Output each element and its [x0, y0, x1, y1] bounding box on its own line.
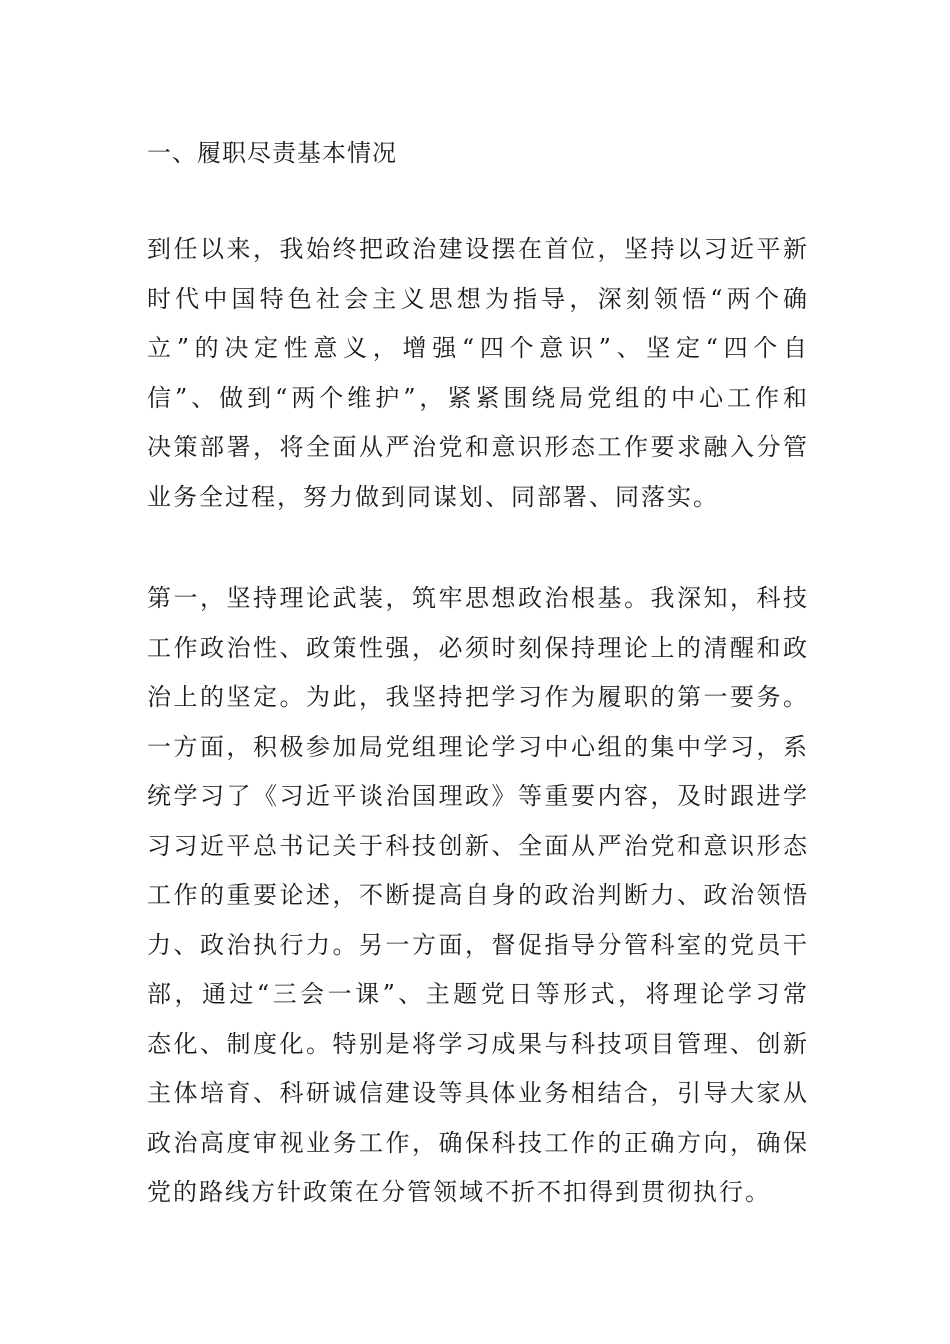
paragraph-line: 政治高度审视业务工作，确保科技工作的正确方向，确保 — [147, 1128, 807, 1157]
paragraph-line: 部，通过“三会一课”、主题党日等形式，将理论学习常 — [147, 980, 807, 1008]
paragraph-line: 治上的坚定。为此，我坚持把学习作为履职的第一要务。 — [147, 683, 807, 711]
paragraph-line: 主体培育、科研诚信建设等具体业务相结合，引导大家从 — [147, 1079, 807, 1107]
paragraph-line: 立”的决定性意义，增强“四个意识”、坚定“四个自 — [147, 334, 807, 362]
paragraph-theory — [147, 574, 807, 1218]
paragraph-line: 第一，坚持理论武装，筑牢思想政治根基。我深知，科技 — [147, 584, 807, 612]
paragraph-line: 力、政治执行力。另一方面，督促指导分管科室的党员干 — [147, 930, 807, 959]
paragraph-line: 统学习了《习近平谈治国理政》等重要内容，及时跟进学 — [147, 782, 807, 810]
paragraph-line: 决策部署，将全面从严治党和意识形态工作要求融入分管 — [147, 433, 807, 461]
section-heading: 一、履职尽责基本情况 — [147, 139, 397, 167]
paragraph-line: 到任以来，我始终把政治建设摆在首位，坚持以习近平新 — [147, 235, 807, 263]
paragraph-intro — [147, 225, 807, 522]
paragraph-line: 一方面，积极参加局党组理论学习中心组的集中学习，系 — [147, 732, 807, 761]
paragraph-line: 业务全过程，努力做到同谋划、同部署、同落实。 — [147, 482, 719, 511]
paragraph-line: 习习近平总书记关于科技创新、全面从严治党和意识形态 — [147, 831, 807, 860]
paragraph-line: 信”、做到“两个维护”，紧紧围绕局党组的中心工作和 — [147, 383, 807, 412]
paragraph-line: 党的路线方针政策在分管领域不折不扣得到贯彻执行。 — [147, 1178, 771, 1206]
paragraph-line: 工作的重要论述，不断提高自身的政治判断力、政治领悟 — [147, 881, 807, 909]
paragraph-line: 态化、制度化。特别是将学习成果与科技项目管理、创新 — [147, 1029, 807, 1058]
paragraph-line: 工作政治性、政策性强，必须时刻保持理论上的清醒和政 — [147, 633, 807, 662]
paragraph-line: 时代中国特色社会主义思想为指导，深刻领悟“两个确 — [147, 284, 807, 313]
